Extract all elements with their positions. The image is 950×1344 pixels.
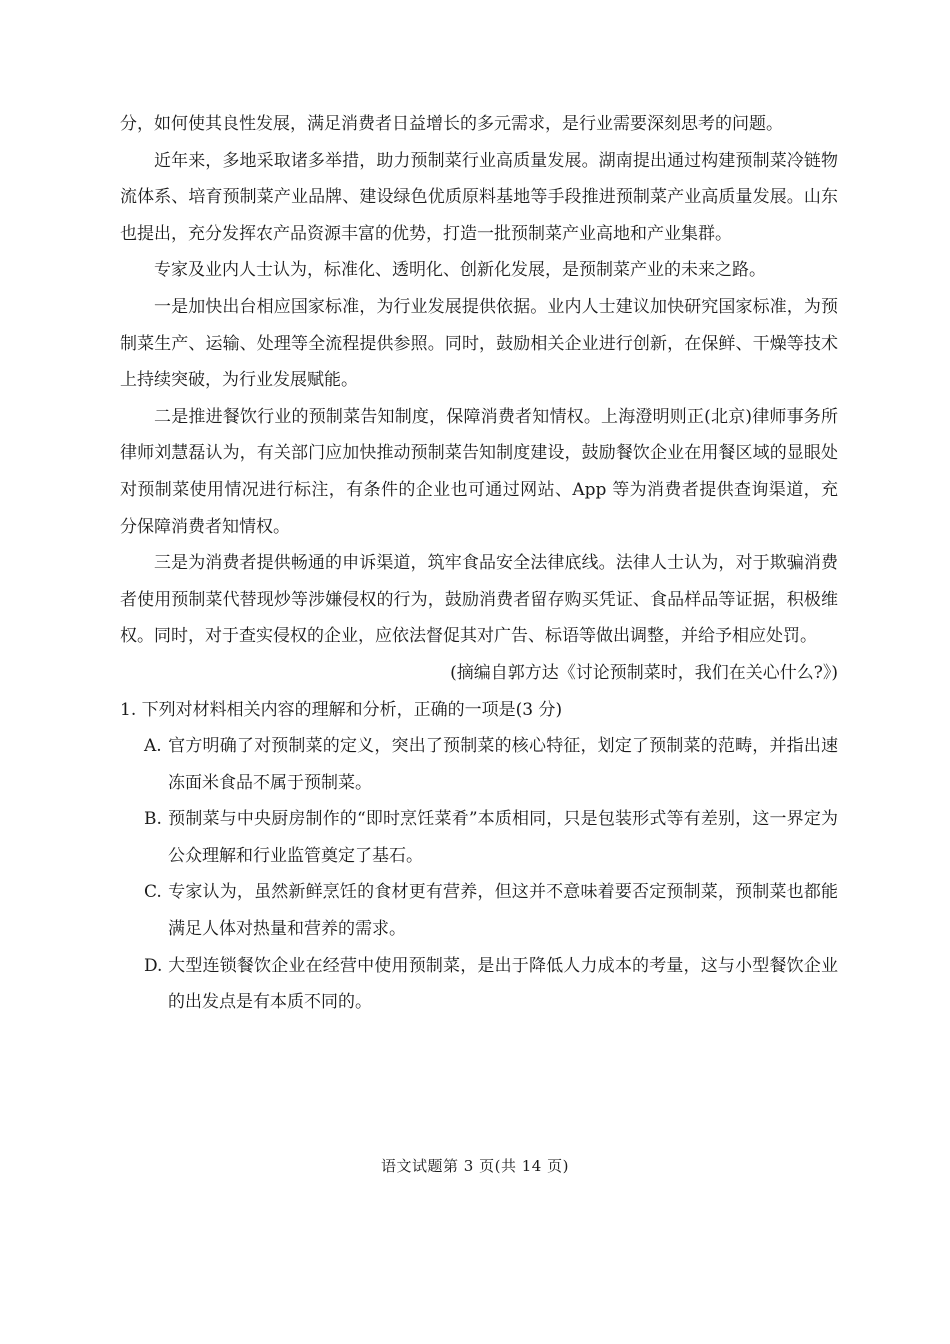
option-letter: A. [144,736,162,757]
option-text: 预制菜与中央厨房制作的“即时烹饪菜肴”本质相同，只是包装形式等有差别，这一界定为公众理解和行业监管奠定了基石。 [168,809,838,866]
option-text: 专家认为，虽然新鲜烹饪的食材更有营养，但这并不意味着要否定预制菜，预制菜也都能满足人体对热量和营养的需求。 [168,882,838,940]
page-footer: 语文试题第 3 页(共 14 页) [381,1157,569,1175]
paragraph: 一是加快出台相应国家标准，为行业发展提供依据。业内人士建议加快研究国家标准，为预制菜生产、运输、处理等全流程提供参照。同时，鼓励相关企业进行创新，在保鲜、干燥等技术上持续突破，为行业发展赋能。 [120,296,838,391]
option-b [120,801,838,874]
option-text: 官方明确了对预制菜的定义，突出了预制菜的核心特征，划定了预制菜的范畴，并指出速冻面米食品不属于预制菜。 [168,736,838,793]
paragraph: 三是为消费者提供畅通的申诉渠道，筑牢食品安全法律底线。法律人士认为，对于欺骗消费者使用预制菜代替现炒等涉嫌侵权的行为，鼓励消费者留存购买凭证、食品样品等证据，积极维权。同时，对于查实侵权的企业，应依法督促其对广告、标语等做出调整，并给予相应处罚。 [120,553,838,647]
paragraph: 近年来，多地采取诸多举措，助力预制菜行业高质量发展。湖南提出通过构建预制菜冷链物流体系、培育预制菜产业品牌、建设绿色优质原料基地等手段推进预制菜产业高质量发展。山东也提出，充分发挥农产品资源丰富的优势，打造一批预制菜产业高地和产业集群。 [120,150,838,244]
option-letter: B. [144,809,162,830]
option-a [120,728,838,801]
source-citation: (摘编自郭方达《讨论预制菜时，我们在关心什么?》) [450,662,838,683]
paragraph: 二是推进餐饮行业的预制菜告知制度，保障消费者知情权。上海澄明则正(北京)律师事务所律师刘慧磊认为，有关部门应加快推动预制菜告知制度建设，鼓励餐饮企业在用餐区域的显眼处对预制菜使用情况进行标注，有条件的企业也可通过网站、App 等为消费者提供查询渠道，充分保障消费者知情权。 [120,406,838,537]
option-letter: C. [144,882,162,903]
paragraph-continued: 分，如何使其良性发展，满足消费者日益增长的多元需求，是行业需要深刻思考的问题。 [120,114,783,134]
option-c [120,874,838,947]
option-letter: D. [144,955,163,976]
option-text: 大型连锁餐饮企业在经营中使用预制菜，是出于降低人力成本的考量，这与小型餐饮企业的出发点是有本质不同的。 [168,955,838,1013]
option-d [120,948,838,1021]
paragraph: 专家及业内人士认为，标准化、透明化、创新化发展，是预制菜产业的未来之路。 [154,260,766,281]
page-body [120,106,838,1021]
question-stem: 1. 下列对材料相关内容的理解和分析，正确的一项是(3 分) [120,699,563,720]
